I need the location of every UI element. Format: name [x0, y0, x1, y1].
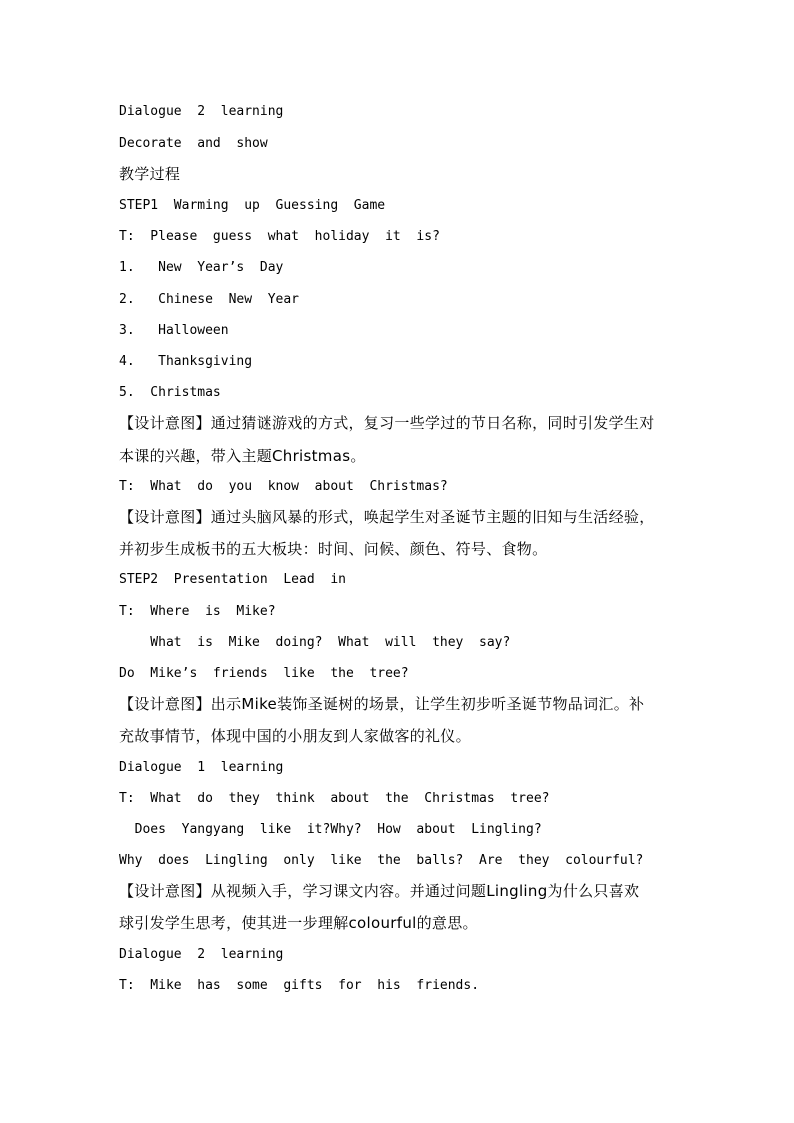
design-intent: 【设计意图】通过猜谜游戏的方式，复习一些学过的节日名称，同时引发学生对 — [119, 414, 655, 432]
text-line: T: Mike has some gifts for his friends. — [119, 978, 480, 993]
design-intent: 【设计意图】出示Mike装饰圣诞树的场景，让学生初步听圣诞节物品词汇。补 — [119, 695, 645, 713]
list-item: 2. Chinese New Year — [119, 292, 300, 307]
list-item: 4. Thanksgiving — [119, 354, 253, 369]
section-heading: 教学过程 — [119, 165, 181, 183]
design-intent: 球引发学生思考，使其进一步理解colourful的意思。 — [119, 914, 478, 932]
text-line: T: What do you know about Christmas? — [119, 479, 448, 494]
design-intent: 并初步生成板书的五大板块：时间、问候、颜色、符号、食物。 — [119, 540, 548, 558]
text-line: Dialogue 1 learning — [119, 760, 284, 775]
text-line: Does Yangyang like it?Why? How about Lingling? — [119, 822, 542, 837]
text-line: What is Mike doing? What will they say? — [119, 635, 511, 650]
text-line: Why does Lingling only like the balls? Are they colourful? — [119, 853, 644, 868]
list-item: 5. Christmas — [119, 385, 221, 400]
list-item: 1. New Year’s Day — [119, 260, 284, 275]
text-line: T: Where is Mike? — [119, 604, 276, 619]
design-intent: 【设计意图】通过头脑风暴的形式，唤起学生对圣诞节主题的旧知与生活经验， — [119, 508, 655, 526]
list-item: 3. Halloween — [119, 323, 229, 338]
design-intent: 充故事情节，体现中国的小朋友到人家做客的礼仪。 — [119, 727, 471, 745]
step-heading: STEP2 Presentation Lead in — [119, 572, 346, 587]
design-intent: 【设计意图】从视频入手，学习课文内容。并通过问题Lingling为什么只喜欢 — [119, 882, 640, 900]
design-intent: 本课的兴趣，带入主题Christmas。 — [119, 447, 366, 465]
step-heading: STEP1 Warming up Guessing Game — [119, 198, 386, 213]
text-line: Do Mike’s friends like the tree? — [119, 666, 409, 681]
text-line: Decorate and show — [119, 136, 268, 151]
text-line: Dialogue 2 learning — [119, 947, 284, 962]
text-line: T: What do they think about the Christmas tree? — [119, 791, 550, 806]
text-line: Dialogue 2 learning — [119, 104, 284, 119]
text-line: T: Please guess what holiday it is? — [119, 229, 440, 244]
